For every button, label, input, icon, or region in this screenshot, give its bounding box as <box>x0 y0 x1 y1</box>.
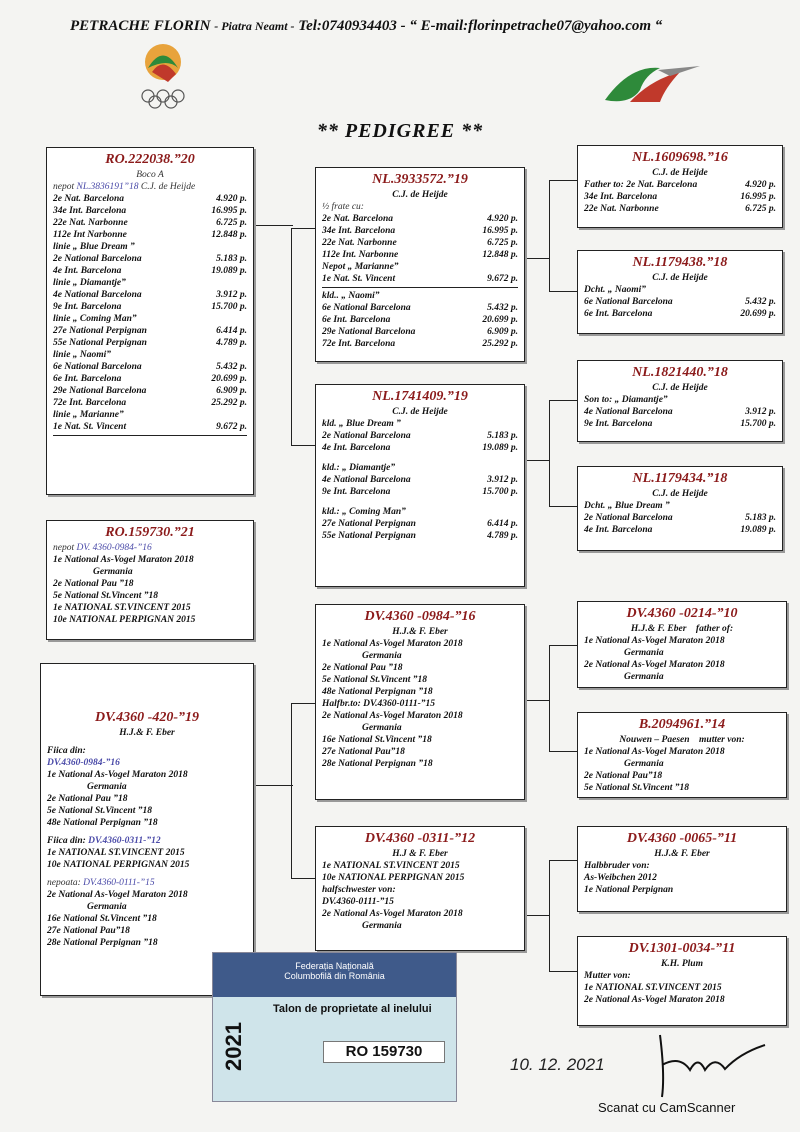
gp6-ring: B.2094961.”14 <box>638 717 726 732</box>
connector <box>525 258 550 259</box>
sire-breeder: C.J. de Heijde <box>392 190 448 200</box>
result-line <box>584 524 776 536</box>
result-line <box>322 261 518 273</box>
gp1-ring: NL.1609698.”16 <box>632 150 728 165</box>
result-text: 1e Nat. St. Vincent <box>322 274 396 284</box>
result-line <box>53 193 247 205</box>
result-line <box>53 313 247 325</box>
result-text: 4e Int. Barcelona <box>584 525 653 535</box>
owner-email: E-mail:florinpetrache07@yahoo.com “ <box>420 18 663 34</box>
result-points: 5.432 p. <box>216 362 247 372</box>
result-text: 9e Int. Barcelona <box>53 302 122 312</box>
card-ring: RO 159730 <box>323 1041 445 1063</box>
result-line <box>322 302 518 314</box>
result-line <box>53 421 247 433</box>
page-title: ** PEDIGREE ** <box>316 120 484 142</box>
connector <box>291 703 316 879</box>
result-line: Germania <box>87 902 127 912</box>
result-line <box>53 265 247 277</box>
result-text: 6e Int. Barcelona <box>53 374 122 384</box>
result-line <box>53 229 247 241</box>
result-points: 16.995 p. <box>740 192 776 202</box>
result-line: 1e National As-Vogel Maraton 2018 <box>53 555 194 565</box>
dam-card <box>40 663 254 996</box>
result-line <box>322 486 518 498</box>
result-line <box>53 337 247 349</box>
result-line: 2e National Pau ”18 <box>322 663 403 673</box>
result-line: 48e National Perpignan ”18 <box>322 687 433 697</box>
sire-dam-results-1 <box>322 430 518 454</box>
handwritten-date: 10. 12. 2021 <box>510 1055 605 1074</box>
result-line: 1e National As-Vogel Maraton 2018 <box>584 636 725 646</box>
result-line: Mutter von: <box>584 971 631 981</box>
result-line <box>322 249 518 261</box>
result-points: 5.183 p. <box>216 254 247 264</box>
sire-results <box>322 213 518 285</box>
result-line: 1e NATIONAL ST.VINCENT 2015 <box>47 848 185 858</box>
result-line <box>53 349 247 361</box>
result-text: Father to: 2e Nat. Barcelona <box>584 180 698 190</box>
result-points: 6.725 p. <box>487 238 518 248</box>
sire-kld: kld.. „ Naomi” <box>322 291 380 301</box>
result-points: 3.912 p. <box>487 475 518 485</box>
result-line <box>322 430 518 442</box>
result-points: 12.848 p. <box>482 250 518 260</box>
result-line: Germania <box>624 672 664 682</box>
result-points: 19.089 p. <box>211 266 247 276</box>
result-line <box>322 338 518 350</box>
result-line: Germania <box>362 723 402 733</box>
dam-fiica2: Fiica din: DV.4360-0311-”12 <box>47 836 161 846</box>
result-line: 48e National Perpignan ”18 <box>47 818 158 828</box>
card-label: Talon de proprietate al inelului <box>273 1003 432 1015</box>
dam-block2 <box>47 847 247 871</box>
result-line: Germania <box>624 648 664 658</box>
result-line <box>53 397 247 409</box>
result-text: 1e Nat. St. Vincent <box>53 422 127 432</box>
result-line: 1e National Perpignan <box>584 885 674 895</box>
dam-sire-ring: DV.4360 -0984-”16 <box>364 609 476 624</box>
result-line: 2e National As-Vogel Maraton 2018 <box>584 995 725 1005</box>
result-points: 6.414 p. <box>216 326 247 336</box>
result-line <box>322 530 518 542</box>
owner-name: PETRACHE FLORIN <box>70 18 211 34</box>
result-line <box>53 277 247 289</box>
connector <box>291 228 316 446</box>
gp3-breeder: C.J. de Heijde <box>652 383 708 393</box>
sire-dam-breeder: C.J. de Heijde <box>392 407 448 417</box>
sire-half: ½ frate cu: <box>322 202 364 212</box>
dam-breeder: H.J.& F. Eber <box>119 728 175 738</box>
result-text: 27e National Perpignan <box>53 326 147 336</box>
dam-dam-breeder: H.J & F. Eber <box>392 849 448 859</box>
gp7-card <box>577 826 787 912</box>
result-line <box>322 213 518 225</box>
pigeon-olympiad-logo <box>600 60 710 108</box>
connector <box>253 225 293 226</box>
result-text: linie „ Diamantje” <box>53 278 126 288</box>
result-points: 6.725 p. <box>216 218 247 228</box>
result-text: 2e National Barcelona <box>322 431 411 441</box>
dam-fiica1-ring: DV.4360-0984-”16 <box>47 758 120 768</box>
gp2-results <box>584 296 776 320</box>
card-header <box>213 953 456 997</box>
result-line <box>322 442 518 454</box>
result-text: 6e National Barcelona <box>322 303 411 313</box>
result-points: 15.700 p. <box>211 302 247 312</box>
result-line: 5e National St.Vincent ”18 <box>53 591 159 601</box>
result-points: 6.909 p. <box>216 386 247 396</box>
divider <box>322 287 518 288</box>
gp3-results <box>584 406 776 430</box>
gp2-ring: NL.1179438.”18 <box>632 255 728 270</box>
gp3-card <box>577 360 783 442</box>
result-line: Halbbruder von: <box>584 861 650 871</box>
result-text: 6e Int. Barcelona <box>322 315 391 325</box>
sire-card <box>315 167 525 362</box>
gp7-ring: DV.4360 -0065-”11 <box>626 831 738 846</box>
gp5-card <box>577 601 787 688</box>
result-points: 20.699 p. <box>211 374 247 384</box>
gp4-note: Dcht. „ Blue Dream ” <box>584 501 670 511</box>
result-line: 2e National Pau ”18 <box>47 794 128 804</box>
sire-dam-results-3 <box>322 518 518 542</box>
result-line <box>322 518 518 530</box>
result-points: 19.089 p. <box>482 443 518 453</box>
result-text: 4e Int. Barcelona <box>322 443 391 453</box>
subject-sex: Boco A <box>136 170 164 180</box>
result-text: linie „ Marianne” <box>53 410 124 420</box>
result-points: 20.699 p. <box>482 315 518 325</box>
gp6-breeder-line: Nouwen – Paesen mutter von: <box>619 735 745 745</box>
gp6-results <box>584 746 780 794</box>
result-line: 2e National As-Vogel Maraton 2018 <box>47 890 188 900</box>
gp8-results <box>584 970 780 1006</box>
result-text: 112e Int Narbonne <box>53 230 127 240</box>
result-line <box>322 237 518 249</box>
result-line: Germania <box>87 782 127 792</box>
connector <box>525 915 550 916</box>
result-text: 2e Nat. Barcelona <box>53 194 124 204</box>
ownership-card <box>212 952 457 1102</box>
result-line <box>584 418 776 430</box>
connector <box>549 645 578 752</box>
result-points: 6.725 p. <box>745 204 776 214</box>
result-text: 29e National Barcelona <box>322 327 416 337</box>
gp2-card <box>577 250 783 334</box>
gp8-ring: DV.1301-0034-”11 <box>628 941 736 956</box>
result-text: 2e National Barcelona <box>584 513 673 523</box>
result-points: 4.789 p. <box>487 531 518 541</box>
result-line: 5e National St.Vincent ”18 <box>322 675 428 685</box>
subject-results <box>53 193 247 433</box>
gp3-note: Son to: „ Diamantje” <box>584 395 668 405</box>
dam-fiica1: Fiica din: <box>47 746 86 756</box>
result-text: 9e Int. Barcelona <box>322 487 391 497</box>
sire-dam-kld3: kld.: „ Coming Man” <box>322 507 406 517</box>
result-points: 25.292 p. <box>211 398 247 408</box>
result-line <box>53 217 247 229</box>
result-text: 9e Int. Barcelona <box>584 419 653 429</box>
result-text: 34e Int. Barcelona <box>322 226 396 236</box>
result-line <box>53 361 247 373</box>
result-line: 1e National As-Vogel Maraton 2018 <box>322 639 463 649</box>
result-line: DV.4360-0111-”15 <box>322 897 394 907</box>
result-points: 15.700 p. <box>740 419 776 429</box>
result-line <box>584 179 776 191</box>
card-org1: Federația Națională <box>295 961 374 971</box>
result-points: 12.848 p. <box>211 230 247 240</box>
result-line: 5e National St.Vincent ”18 <box>584 783 690 793</box>
result-line: halfschwester von: <box>322 885 396 895</box>
result-text: linie „ Naomi” <box>53 350 112 360</box>
sire-dam-ring: NL.1741409.”19 <box>372 389 468 404</box>
result-points: 5.432 p. <box>487 303 518 313</box>
result-line <box>584 406 776 418</box>
gp3-ring: NL.1821440.”18 <box>632 365 728 380</box>
result-line: As-Weibchen 2012 <box>584 873 657 883</box>
olympiad-logo <box>128 38 198 116</box>
result-points: 20.699 p. <box>740 309 776 319</box>
result-text: 72e Int. Barcelona <box>53 398 127 408</box>
result-text: 2e Nat. Barcelona <box>322 214 393 224</box>
result-text: 34e Int. Barcelona <box>584 192 658 202</box>
result-line: 2e National As-Vogel Maraton 2018 <box>584 660 725 670</box>
card-year: 2021 <box>221 1022 246 1071</box>
gp8-card <box>577 936 787 1026</box>
result-line <box>53 373 247 385</box>
gp2-breeder: C.J. de Heijde <box>652 273 708 283</box>
result-text: 4e Int. Barcelona <box>53 266 122 276</box>
gp5-breeder-line: H.J.& F. Eber father of: <box>630 624 734 634</box>
result-text: 55e National Perpignan <box>322 531 416 541</box>
result-line <box>322 225 518 237</box>
result-line: 27e National Pau”18 <box>47 926 130 936</box>
connector <box>525 460 550 461</box>
gp7-breeder: H.J.& F. Eber <box>654 849 710 859</box>
result-line: Germania <box>362 921 402 931</box>
result-line: 1e NATIONAL ST.VINCENT 2015 <box>584 983 722 993</box>
result-text: 72e Int. Barcelona <box>322 339 396 349</box>
gp2-note: Dcht. „ Naomi” <box>584 285 647 295</box>
result-line: 2e National Pau”18 <box>584 771 663 781</box>
signature-icon <box>640 1025 770 1100</box>
dam-block1 <box>47 769 247 829</box>
card-org2: Columbofilă din România <box>284 971 385 981</box>
sire-dam-card <box>315 384 525 587</box>
result-line: 2e National Pau ”18 <box>53 579 134 589</box>
result-text: 22e Nat. Narbonne <box>584 204 659 214</box>
sire-dam-results-2 <box>322 474 518 498</box>
result-line: 2e National As-Vogel Maraton 2018 <box>322 909 463 919</box>
owner-city: - Piatra Neamt - <box>214 19 295 33</box>
result-text: 22e Nat. Narbonne <box>322 238 397 248</box>
result-points: 6.909 p. <box>487 327 518 337</box>
connector <box>525 700 550 701</box>
result-line: Halfbr.to: DV.4360-0111-”15 <box>322 699 436 709</box>
result-line: 1e NATIONAL ST.VINCENT 2015 <box>322 861 460 871</box>
result-points: 6.414 p. <box>487 519 518 529</box>
result-points: 19.089 p. <box>740 525 776 535</box>
result-points: 5.183 p. <box>487 431 518 441</box>
result-points: 16.995 p. <box>211 206 247 216</box>
dam-block3 <box>47 889 247 949</box>
result-line <box>53 385 247 397</box>
result-line <box>322 314 518 326</box>
result-points: 15.700 p. <box>482 487 518 497</box>
gp4-card <box>577 466 783 551</box>
result-line <box>322 326 518 338</box>
sire-results-2 <box>322 302 518 350</box>
result-text: 55e National Perpignan <box>53 338 147 348</box>
connector <box>549 400 578 507</box>
result-text: 22e Nat. Narbonne <box>53 218 128 228</box>
dam-sire-breeder: H.J.& F. Eber <box>392 627 448 637</box>
result-text: 4e National Barcelona <box>322 475 411 485</box>
sibling-card <box>46 520 254 640</box>
dam-sire-results <box>322 638 518 770</box>
result-line: 2e National As-Vogel Maraton 2018 <box>322 711 463 721</box>
gp8-breeder: K.H. Plum <box>661 959 703 969</box>
sire-dam-kld2: kld.: „ Diamantje” <box>322 463 396 473</box>
result-line <box>322 273 518 285</box>
result-line <box>53 409 247 421</box>
result-points: 4.920 p. <box>487 214 518 224</box>
gp1-breeder: C.J. de Heijde <box>652 168 708 178</box>
result-line: 10e NATIONAL PERPIGNAN 2015 <box>322 873 465 883</box>
result-line: Germania <box>93 567 133 577</box>
result-line: 27e National Pau”18 <box>322 747 405 757</box>
result-text: 112e Int. Narbonne <box>322 250 399 260</box>
dam-nepoata: nepoata: DV.4360-0111-”15 <box>47 878 155 888</box>
connector <box>549 860 578 972</box>
gp4-ring: NL.1179434.”18 <box>632 471 728 486</box>
result-line <box>584 203 776 215</box>
result-text: 6e Int. Barcelona <box>584 309 653 319</box>
result-line: 28e National Perpignan ”18 <box>47 938 158 948</box>
result-text: 34e Int. Barcelona <box>53 206 127 216</box>
result-points: 4.920 p. <box>745 180 776 190</box>
result-line: 10e NATIONAL PERPIGNAN 2015 <box>53 615 196 625</box>
result-line: 1e National As-Vogel Maraton 2018 <box>47 770 188 780</box>
result-points: 5.432 p. <box>745 297 776 307</box>
result-text: 6e National Barcelona <box>53 362 142 372</box>
sibling-nepot: nepot DV. 4360-0984-”16 <box>53 543 152 553</box>
result-text: 27e National Perpignan <box>322 519 416 529</box>
result-text: 2e National Barcelona <box>53 254 142 264</box>
result-line <box>322 474 518 486</box>
result-line <box>584 308 776 320</box>
dam-dam-results <box>322 860 518 932</box>
result-line: Germania <box>624 759 664 769</box>
gp4-results <box>584 512 776 536</box>
result-line <box>53 289 247 301</box>
result-line <box>584 191 776 203</box>
result-points: 4.789 p. <box>216 338 247 348</box>
dam-sire-card <box>315 604 525 800</box>
header <box>70 18 662 35</box>
result-points: 3.912 p. <box>216 290 247 300</box>
result-points: 4.920 p. <box>216 194 247 204</box>
result-points: 3.912 p. <box>745 407 776 417</box>
result-text: 4e National Barcelona <box>584 407 673 417</box>
dam-dam-ring: DV.4360 -0311-”12 <box>364 831 476 846</box>
result-line: 10e NATIONAL PERPIGNAN 2015 <box>47 860 190 870</box>
result-text: Nepot „ Marianne” <box>322 262 399 272</box>
result-line <box>584 512 776 524</box>
subject-card <box>46 147 254 495</box>
result-text: linie „ Coming Man” <box>53 314 137 324</box>
result-line: 28e National Perpignan ”18 <box>322 759 433 769</box>
result-line: 16e National St.Vincent ”18 <box>322 735 432 745</box>
result-line <box>584 296 776 308</box>
result-points: 9.672 p. <box>487 274 518 284</box>
sibling-results <box>53 554 247 626</box>
result-line <box>53 253 247 265</box>
subject-ring: RO.222038.”20 <box>105 152 195 167</box>
gp5-ring: DV.4360 -0214-”10 <box>626 606 738 621</box>
gp4-breeder: C.J. de Heijde <box>652 489 708 499</box>
scanner-watermark: Scanat cu CamScanner <box>598 1100 736 1115</box>
owner-tel: Tel:0740934403 - “ <box>298 18 417 34</box>
connector <box>253 785 293 786</box>
result-line <box>53 241 247 253</box>
result-line <box>53 301 247 313</box>
result-line: 16e National St.Vincent ”18 <box>47 914 157 924</box>
result-points: 25.292 p. <box>482 339 518 349</box>
result-text: 6e National Barcelona <box>584 297 673 307</box>
sibling-ring: RO.159730.”21 <box>105 525 195 540</box>
result-points: 9.672 p. <box>216 422 247 432</box>
gp6-card <box>577 712 787 798</box>
dam-dam-card <box>315 826 525 951</box>
result-text: linie „ Blue Dream ” <box>53 242 135 252</box>
dam-ring: DV.4360 -420-”19 <box>95 710 199 725</box>
connector <box>549 180 578 292</box>
gp1-card <box>577 145 783 228</box>
gp1-results <box>584 179 776 215</box>
result-line: 1e National As-Vogel Maraton 2018 <box>584 747 725 757</box>
result-line <box>53 205 247 217</box>
result-line: 5e National St.Vincent ”18 <box>47 806 153 816</box>
result-line: Germania <box>362 651 402 661</box>
result-line <box>53 325 247 337</box>
result-text: 4e National Barcelona <box>53 290 142 300</box>
sire-dam-kld1: kld. „ Blue Dream ” <box>322 419 401 429</box>
sire-ring: NL.3933572.”19 <box>372 172 468 187</box>
subject-nepot: nepot NL.3836191”18 C.J. de Heijde <box>53 182 196 192</box>
result-points: 16.995 p. <box>482 226 518 236</box>
result-points: 5.183 p. <box>745 513 776 523</box>
result-text: 29e National Barcelona <box>53 386 147 396</box>
divider <box>53 435 247 436</box>
gp5-results <box>584 635 780 683</box>
gp7-results <box>584 860 780 896</box>
result-line: 1e NATIONAL ST.VINCENT 2015 <box>53 603 191 613</box>
